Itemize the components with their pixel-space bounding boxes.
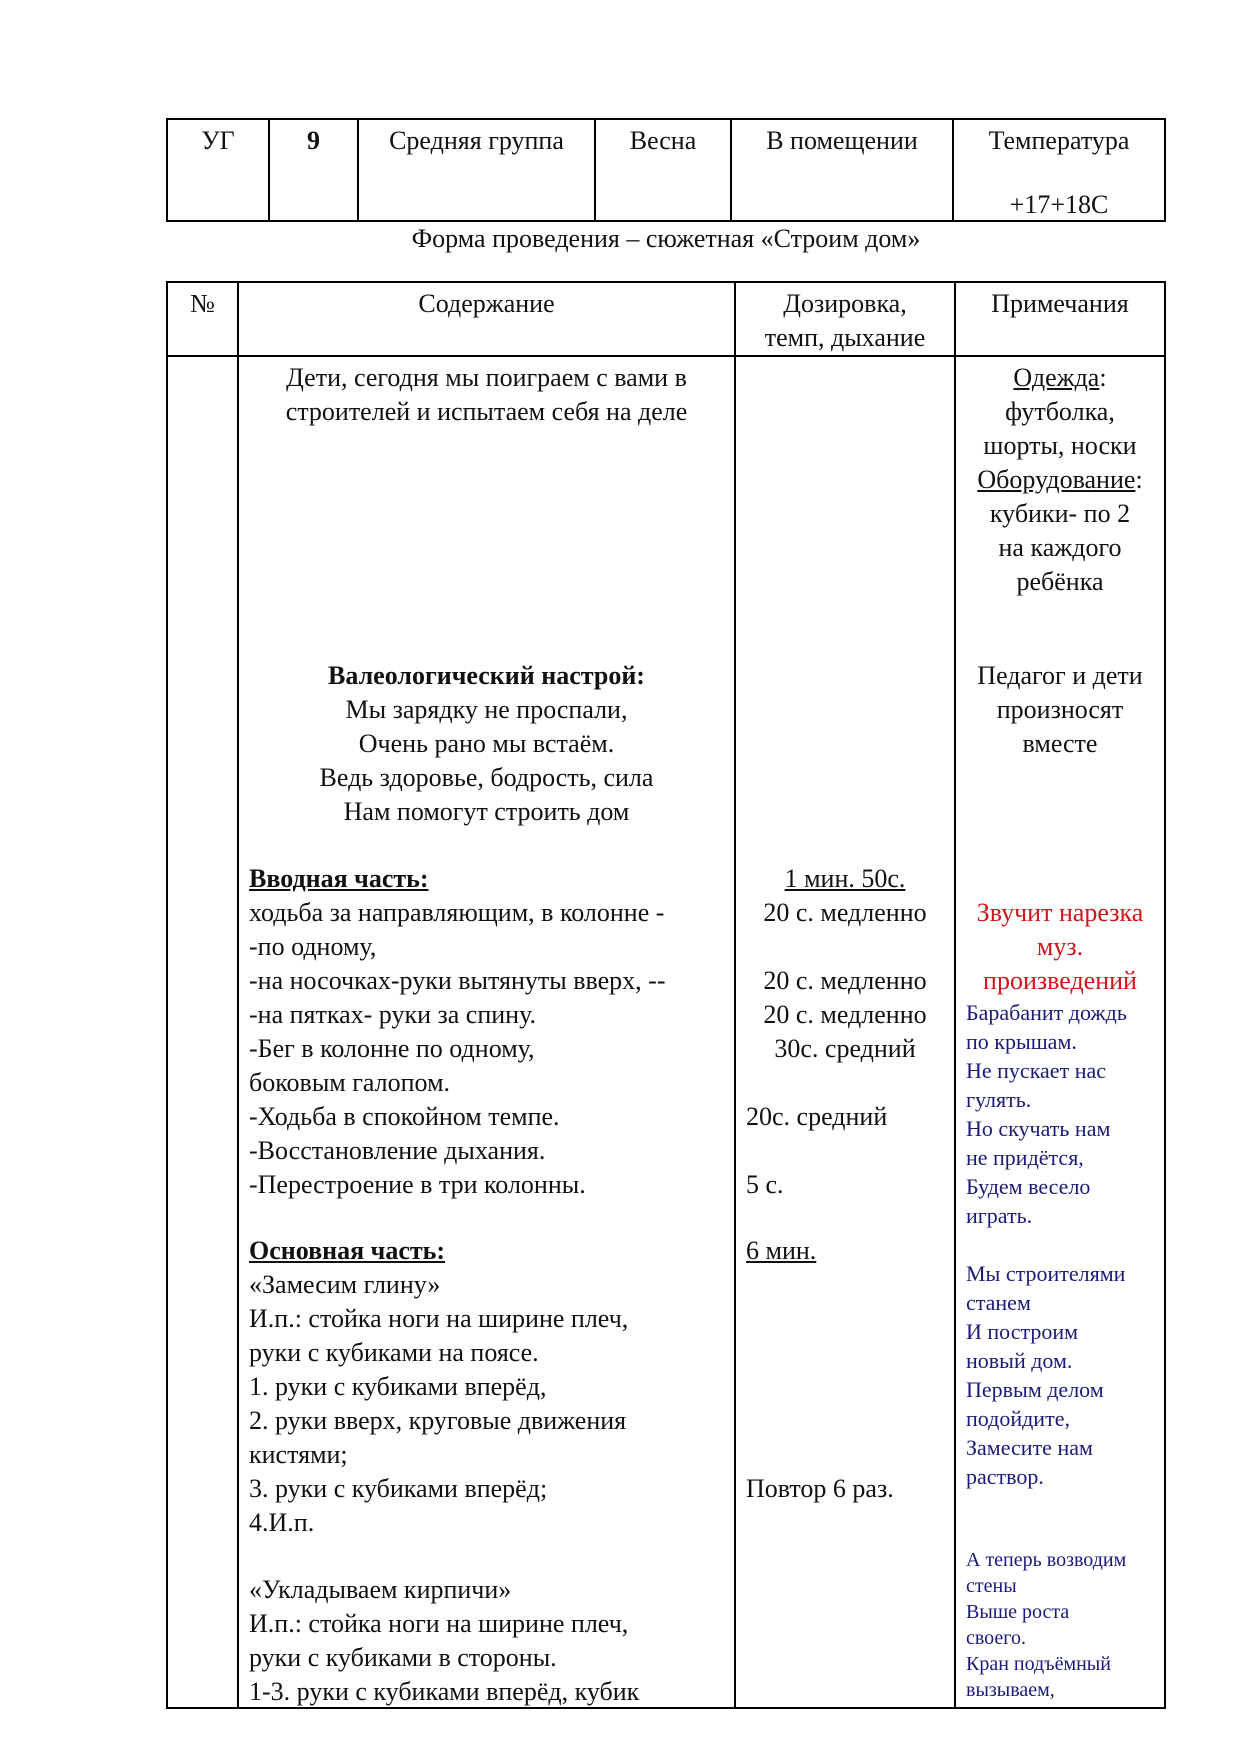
together-line: произносят: [996, 695, 1124, 724]
poem-line: не придётся,: [966, 1145, 1084, 1170]
poem-line: Барабанит дождь: [966, 1000, 1127, 1025]
poem-line: по крышам.: [966, 1029, 1077, 1054]
clothing-colon: :: [1099, 363, 1107, 392]
dosage-header-line1: Дозировка,: [783, 289, 907, 318]
poem-line: Но скучать нам: [966, 1116, 1111, 1141]
main-part-title: Основная часть:: [249, 1236, 446, 1265]
main-part-line: И.п.: стойка ноги на ширине плеч,: [249, 1304, 629, 1333]
col-number-header: №: [167, 282, 238, 356]
dosage-value: 20 с. медленно: [763, 898, 927, 927]
temperature-value: +17+18С: [1009, 190, 1109, 219]
poem-line: Выше роста: [966, 1601, 1070, 1623]
valeo-line: Мы зарядку не проспали,: [345, 695, 628, 724]
header-table: [166, 118, 1166, 222]
dosage-value: 20с. средний: [746, 1102, 888, 1131]
intro-part-line: боковым галопом.: [249, 1068, 451, 1097]
clothing-line: футболка,: [1005, 397, 1115, 426]
dosage-value: 20 с. медленно: [763, 966, 927, 995]
bricks-line: руки с кубиками в стороны.: [249, 1643, 557, 1672]
poem-line: подойдите,: [966, 1406, 1070, 1431]
number-cell: [167, 356, 238, 1708]
intro-part-line: -по одному,: [249, 932, 377, 961]
clothing-line: шорты, носки: [983, 431, 1137, 460]
main-part-line: «Замесим глину»: [249, 1270, 441, 1299]
intro-line: Дети, сегодня мы поиграем с вами в: [286, 363, 687, 392]
dosage-header-line2: темп, дыхание: [764, 323, 926, 352]
poem-line: Замесите нам: [966, 1435, 1093, 1460]
poem-line: Будем весело: [966, 1174, 1091, 1199]
poem-line: играть.: [966, 1203, 1033, 1228]
main-table: [166, 281, 1166, 1709]
poem-line: новый дом.: [966, 1348, 1073, 1373]
clothing-heading: [956, 361, 1164, 395]
clothing-label: Одежда: [1013, 363, 1100, 392]
poem-line: Не пускает нас: [966, 1058, 1106, 1083]
equipment-colon: :: [1135, 465, 1143, 494]
intro-part-line: -Перестроение в три колонны.: [249, 1170, 586, 1199]
main-part-line: кистями;: [249, 1440, 348, 1469]
bricks-line: 1-3. руки с кубиками вперёд, кубик: [249, 1677, 640, 1706]
intro-line: строителей и испытаем себя на деле: [285, 397, 688, 426]
header-temperature: [953, 119, 1165, 221]
poem-line: стены: [966, 1575, 1017, 1597]
bricks-line: И.п.: стойка ноги на ширине плеч,: [249, 1609, 629, 1638]
music-line: произведений: [983, 966, 1137, 995]
poem-line: Первым делом: [966, 1377, 1104, 1402]
dosage-value: 20 с. медленно: [763, 1000, 927, 1029]
valeo-title: Валеологический настрой:: [328, 661, 645, 690]
main-part-line: 2. руки вверх, круговые движения: [249, 1406, 627, 1435]
together-line: Педагог и дети: [977, 661, 1143, 690]
temperature-label: Температура: [988, 126, 1130, 155]
intro-part-line: -Бег в колонне по одному,: [249, 1034, 535, 1063]
valeo-line: Ведь здоровье, бодрость, сила: [319, 763, 654, 792]
poem-line: станем: [966, 1290, 1031, 1315]
poem-line: своего.: [966, 1627, 1027, 1649]
poem-line: гулять.: [966, 1087, 1032, 1112]
intro-part-line: -на носочках-руки вытянуты вверх, --: [249, 966, 666, 995]
intro-part-title: Вводная часть:: [249, 864, 429, 893]
equipment-line: ребёнка: [1016, 567, 1104, 596]
main-part-line: 1. руки с кубиками вперёд,: [249, 1372, 547, 1401]
poem-line: И построим: [966, 1319, 1079, 1344]
header-group: Средняя группа: [358, 119, 595, 221]
intro-part-line: -Восстановление дыхания.: [249, 1136, 546, 1165]
header-code: УГ: [167, 119, 269, 221]
intro-part-line: -Ходьба в спокойном темпе.: [249, 1102, 560, 1131]
col-notes-header: Примечания: [955, 282, 1165, 356]
music-line: муз.: [1036, 932, 1084, 961]
equipment-heading: [956, 463, 1164, 497]
main-part-line: 3. руки с кубиками вперёд;: [249, 1474, 548, 1503]
dosage-intro-total: 1 мин. 50с.: [784, 864, 906, 893]
content-cell: [238, 356, 735, 1708]
dosage-repeat: Повтор 6 раз.: [746, 1474, 894, 1503]
header-location: В помещении: [731, 119, 953, 221]
valeo-line: Нам помогут строить дом: [343, 797, 630, 826]
form-line: Форма проведения – сюжетная «Строим дом»: [411, 224, 921, 253]
equipment-label: Оборудование: [977, 465, 1136, 494]
equipment-line: на каждого: [998, 533, 1122, 562]
poem-line: вызываем,: [966, 1679, 1055, 1701]
main-part-line: руки с кубиками на поясе.: [249, 1338, 539, 1367]
poem-line: Кран подъёмный: [966, 1653, 1111, 1675]
bricks-line: «Укладываем кирпичи»: [249, 1575, 512, 1604]
main-part-line: 4.И.п.: [249, 1508, 315, 1537]
header-number: 9: [269, 119, 358, 221]
poem-line: Мы строителями: [966, 1261, 1126, 1286]
dosage-value: 30с. средний: [774, 1034, 916, 1063]
notes-cell: [955, 356, 1165, 1708]
equipment-line: кубики- по 2: [989, 499, 1131, 528]
poem-line: раствор.: [966, 1464, 1044, 1489]
dosage-main-total: 6 мин.: [746, 1236, 817, 1265]
dosage-value: 5 с.: [746, 1170, 784, 1199]
valeo-line: Очень рано мы встаём.: [358, 729, 615, 758]
together-line: вместе: [1022, 729, 1098, 758]
col-content-header: Содержание: [238, 282, 735, 356]
header-season: Весна: [595, 119, 731, 221]
music-line: Звучит нарезка: [976, 898, 1144, 927]
poem-line: А теперь возводим: [966, 1549, 1127, 1571]
intro-part-line: ходьба за направляющим, в колонне -: [249, 898, 665, 927]
dosage-cell: [735, 356, 955, 1708]
col-dosage-header: [735, 282, 955, 356]
intro-part-line: -на пятках- руки за спину.: [249, 1000, 536, 1029]
